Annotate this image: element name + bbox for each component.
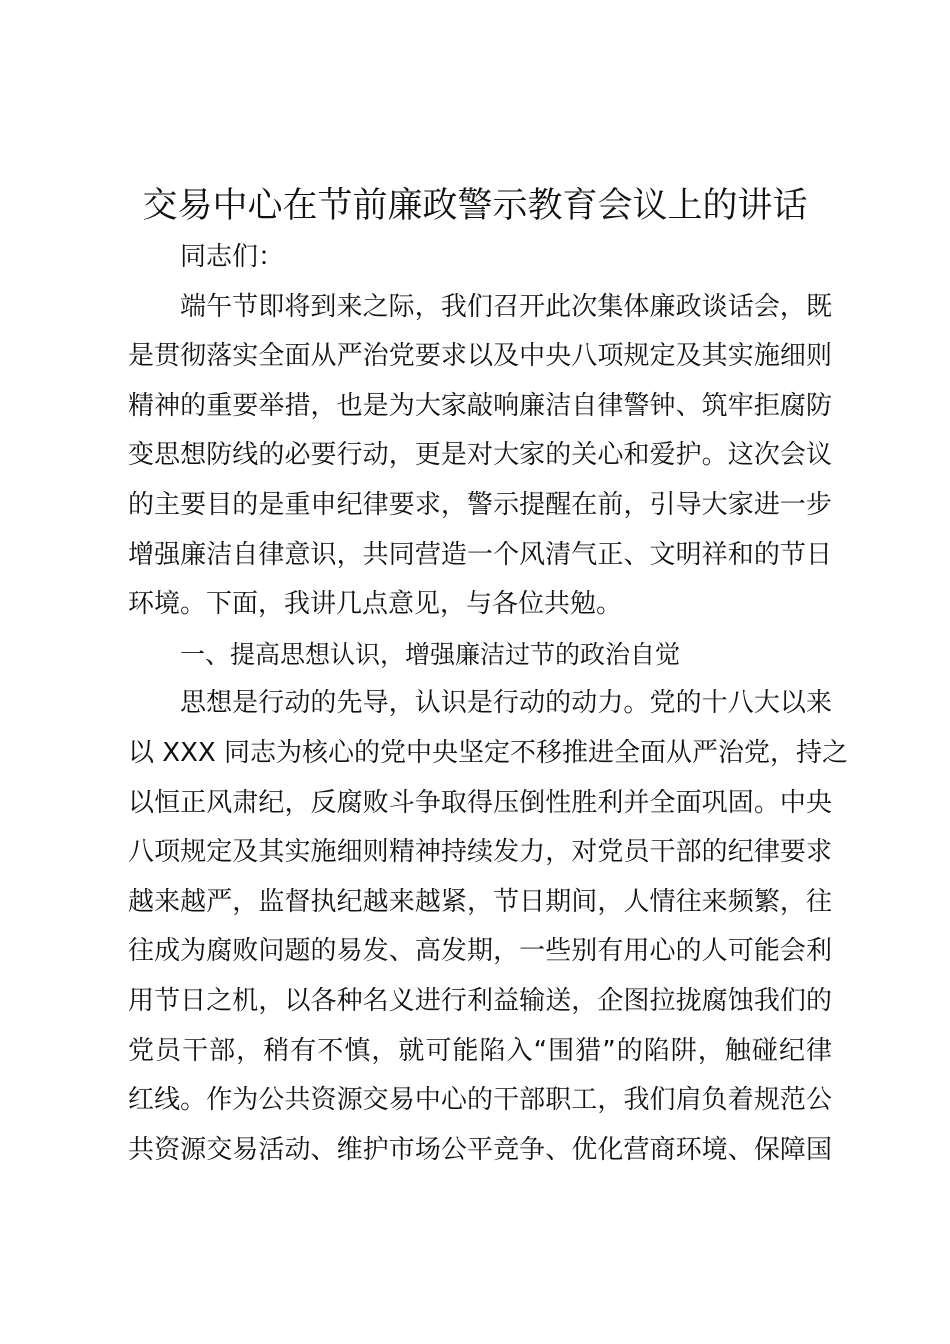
paragraph-line: 共资源交易活动、维护市场公平竞争、优化营商环境、保障国: [128, 1134, 832, 1165]
paragraph-line: 红线。作为公共资源交易中心的干部职工，我们肩负着规范公: [128, 1085, 832, 1116]
paragraph-line: 思想是行动的先导，认识是行动的动力。党的十八大以来: [180, 688, 832, 719]
document-body: [128, 233, 848, 1175]
paragraph-line: 的主要目的是重申纪律要求，警示提醒在前，引导大家进一步: [128, 489, 832, 520]
paragraph-line: 往成为腐败问题的易发、高发期，一些别有用心的人可能会利: [128, 936, 832, 967]
paragraph-line: 端午节即将到来之际，我们召开此次集体廉政谈话会，既: [180, 291, 832, 322]
paragraph-line: 用节日之机，以各种名义进行利益输送，企图拉拢腐蚀我们的: [128, 985, 832, 1016]
paragraph-line: 八项规定及其实施细则精神持续发力，对党员干部的纪律要求: [128, 837, 832, 868]
paragraph-line: 变思想防线的必要行动，更是对大家的关心和爱护。这次会议: [128, 440, 832, 471]
paragraph-line: 越来越严，监督执纪越来越紧，节日期间，人情往来频繁，往: [128, 886, 832, 917]
paragraph-line: 增强廉洁自律意识，共同营造一个风清气正、文明祥和的节日: [128, 539, 832, 570]
section-heading: 一、提高思想认识，增强廉洁过节的政治自觉: [180, 639, 681, 669]
document-title: 交易中心在节前廉政警示教育会议上的讲话: [142, 186, 808, 226]
paragraph-line: 同志们：: [180, 242, 285, 272]
paragraph-line: 精神的重要举措，也是为大家敲响廉洁自律警钟、筑牢拒腐防: [128, 390, 832, 421]
paragraph-line: 以恒正风肃纪，反腐败斗争取得压倒性胜利并全面巩固。中央: [128, 787, 832, 818]
paragraph-line: 以 XXX 同志为核心的党中央坚定不移推进全面从严治党，持之: [128, 737, 848, 768]
paragraph-line: 环境。下面，我讲几点意见，与各位共勉。: [128, 589, 623, 620]
paragraph-line: 是贯彻落实全面从严治党要求以及中央八项规定及其实施细则: [128, 341, 832, 372]
paragraph-line: 党员干部，稍有不慎，就可能陷入“围猎”的陷阱，触碰纪律: [128, 1035, 832, 1066]
